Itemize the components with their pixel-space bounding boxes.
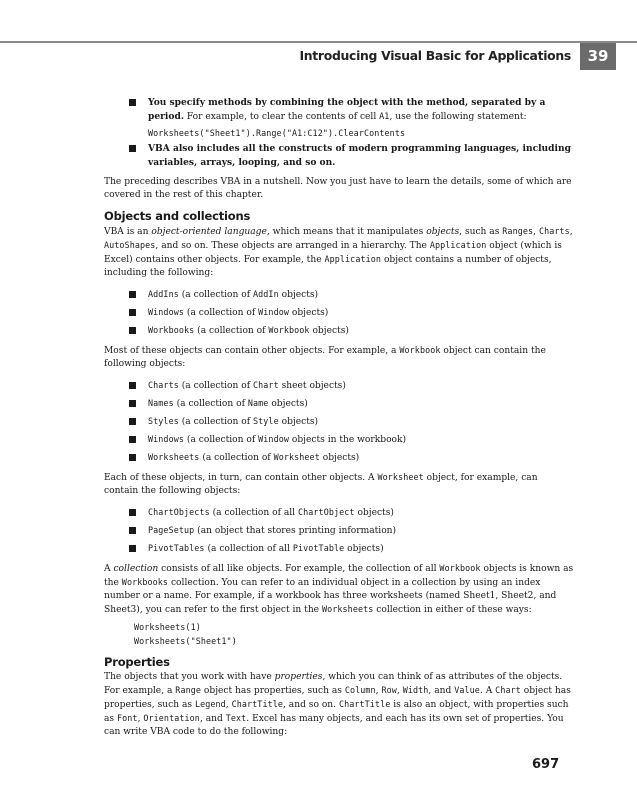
square-bullet-icon — [129, 327, 136, 334]
list-item: PageSetup (an object that stores printing information) — [104, 524, 574, 538]
code-line: Worksheets("Sheet1").Range("A1:C12").ClearContents — [148, 128, 406, 138]
worksheet-paragraph: Each of these objects, in turn, can contain other objects. A Worksheet object, for example, can contain the following objects: — [104, 472, 538, 496]
code-line: Worksheets(1) — [134, 622, 201, 632]
properties-paragraph: The objects that you work with have properties, which you can think of as attributes of the objects. For example, a Range object has properties, such as Column, Row, Width, and Value. A Chart object has properties, such as Legend, ChartTitle, and so on. ChartTitle is also an object, with properties such as Font, Orientation, and Text. Excel has many objects, and each has its own set of properties. You can write VBA code to do the following: — [104, 672, 571, 737]
application-objects-list — [104, 288, 574, 338]
list-item: Windows (a collection of Window objects) — [104, 306, 574, 320]
square-bullet-icon — [129, 400, 136, 407]
list-item: PivotTables (a collection of all PivotTable objects) — [104, 542, 574, 556]
square-bullet-icon — [129, 382, 136, 389]
list-item: Names (a collection of Name objects) — [104, 397, 574, 411]
chapter-number-tab: 39 — [580, 43, 616, 70]
square-bullet-icon — [129, 309, 136, 316]
square-bullet-icon — [129, 545, 136, 552]
nutshell-paragraph: The preceding describes VBA in a nutshell. Now you just have to learn the details, some of which are covered in the rest of this chapter. — [104, 177, 572, 200]
square-bullet-icon — [129, 509, 136, 516]
list-item: Charts (a collection of Chart sheet objects) — [104, 379, 574, 393]
objects-paragraph: VBA is an object-oriented language, which means that it manipulates objects, such as Ranges, Charts, AutoShapes, and so on. These objects are arranged in a hierarchy. The Application object (which is Excel) contains other objects. For example, the Application object contains a number of objects, including the following: — [104, 226, 573, 278]
section-heading-properties: Properties — [104, 655, 170, 669]
list-item: AddIns (a collection of AddIn objects) — [104, 288, 574, 302]
list-item: Windows (a collection of Window objects in the workbook) — [104, 433, 574, 447]
list-item: You specify methods by combining the object with the method, separated by a period. For example, to clear the contents of cell A1, use the following statement: Worksheets("Sheet1").Range("A1:C12").ClearContents — [104, 96, 574, 140]
code-line: Worksheets("Sheet1") — [134, 636, 237, 646]
square-bullet-icon — [129, 527, 136, 534]
collection-paragraph: A collection consists of all like objects. For example, the collection of all Workbook objects is known as the Workbooks collection. You can refer to an individual object in a collection by using an index number or a name. For example, if a workbook has three worksheets (named Sheet1, Sheet2, and Sheet3), you can refer to the first object in the Worksheets collection in either of these ways: — [104, 563, 574, 615]
section-heading-objects: Objects and collections — [104, 209, 251, 223]
workbook-paragraph: Most of these objects can contain other objects. For example, a Workbook object can contain the following objects: — [104, 345, 546, 369]
square-bullet-icon — [129, 99, 136, 106]
header-rule — [0, 41, 637, 43]
square-bullet-icon — [129, 418, 136, 425]
square-bullet-icon — [129, 291, 136, 298]
list-item: Worksheets (a collection of Worksheet objects) — [104, 451, 574, 465]
list-item: Workbooks (a collection of Workbook objects) — [104, 324, 574, 338]
page-body — [104, 96, 574, 747]
worksheet-objects-list — [104, 506, 574, 556]
list-item: ChartObjects (a collection of all ChartObject objects) — [104, 506, 574, 520]
list-item: Styles (a collection of Style objects) — [104, 415, 574, 429]
workbook-objects-list — [104, 379, 574, 465]
square-bullet-icon — [129, 436, 136, 443]
square-bullet-icon — [129, 454, 136, 461]
intro-bullet-list — [104, 96, 574, 170]
running-header-title: Introducing Visual Basic for Applications — [299, 48, 571, 63]
page-number: 697 — [532, 757, 560, 772]
list-item: VBA also includes all the constructs of modern programming languages, including variables, arrays, looping, and so on. — [104, 142, 574, 170]
square-bullet-icon — [129, 145, 136, 152]
